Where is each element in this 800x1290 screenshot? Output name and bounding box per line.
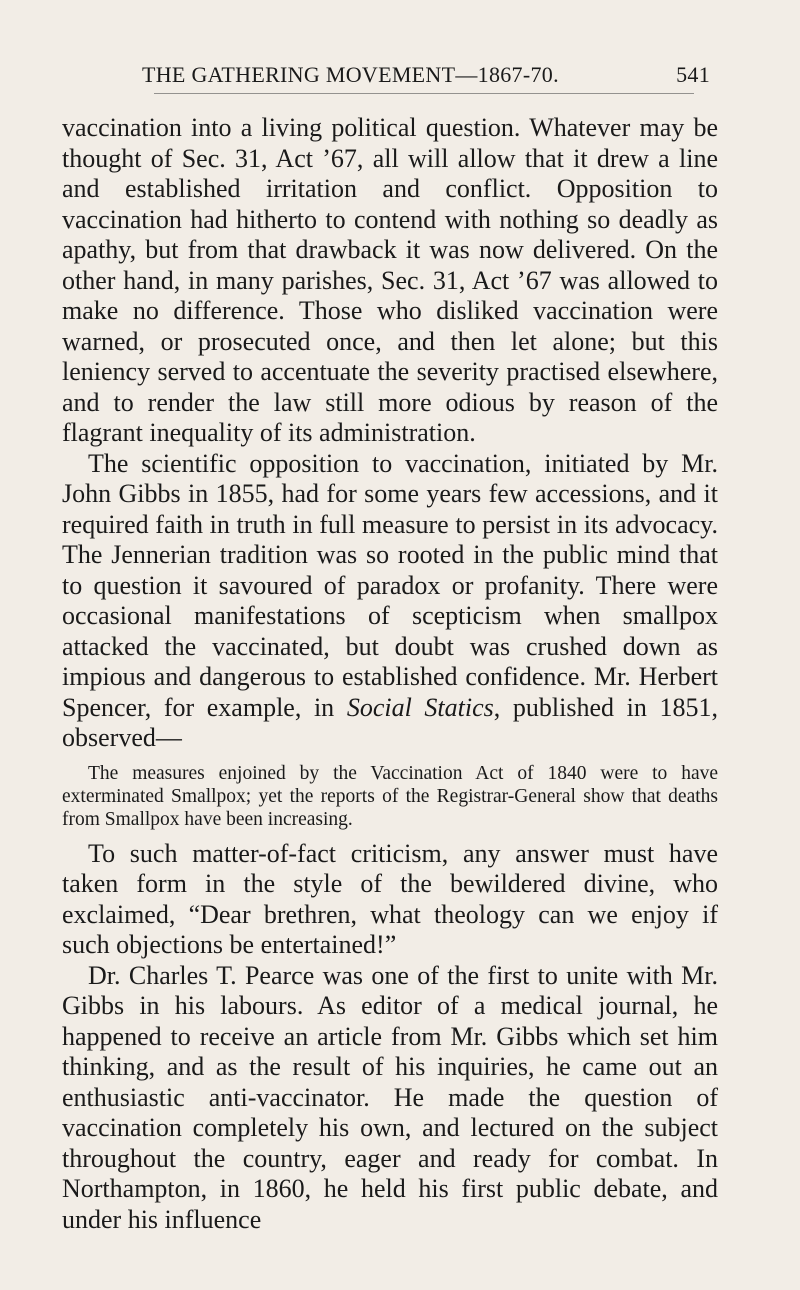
paragraph-4: Dr. Charles T. Pearce was one of the first to unite with Mr. Gibbs in his labours. As editor of a medical journal, he happened to receive an article from Mr. Gibbs which set him thinking, and as the result of his inquiries, he came out an enthusiastic anti-vaccinator. He made the question of vaccination completely his own, and lectured on the subject throughout the country, eager and ready for combat. In Northampton, in 1860, he held his first public debate, and under his influence bbox=[62, 960, 718, 1234]
header-rule bbox=[154, 93, 694, 94]
paragraph-2-before-italic: The scientific opposition to vaccination, initiated by Mr. John Gibbs in 1855, had for some years few accessions, and it required faith in truth in full measure to persist in its advocacy. The Jennerian tradition was so rooted in the public mind that to question it savoured of paradox or profanity. There were occasional manifestations of scepticism when smallpox attacked the vaccinated, but doubt was crushed down as impious and dangerous to established confidence. Mr. Herbert Spencer, for example, in bbox=[62, 448, 718, 722]
running-head-title: THE GATHERING MOVEMENT—1867-70. bbox=[142, 62, 559, 87]
paragraph-2 bbox=[62, 449, 718, 754]
page-number: 541 bbox=[676, 62, 710, 87]
running-head bbox=[142, 62, 710, 88]
book-title-italic: Social Statics bbox=[346, 692, 494, 722]
paragraph-2-after-italic: , published in 1851, observed— bbox=[62, 692, 718, 752]
body-text bbox=[62, 113, 718, 1235]
block-quote: The measures enjoined by the Vaccination Act of 1840 were to have exterminated Smallpox; yet the reports of the Registrar-General show that deaths from Smallpox have been increasing. bbox=[62, 762, 718, 830]
paragraph-3: To such matter-of-fact criticism, any answer must have taken form in the style of the bewildered divine, who exclaimed, “Dear brethren, what theology can we enjoy if such objections be entertained!” bbox=[62, 838, 718, 959]
paragraph-1: vaccination into a living political question. Whatever may be thought of Sec. 31, Act ’67, all will allow that it drew a line and established irritation and conflict. Opposition to vaccination had hitherto to contend with nothing so deadly as apathy, but from that drawback it was now delivered. On the other hand, in many parishes, Sec. 31, Act ’67 was allowed to make no difference. Those who disliked vaccination were warned, or prosecuted once, and then let alone; but this leniency served to accentuate the severity practised elsewhere, and to render the law still more odious by reason of the flagrant inequality of its administration. bbox=[62, 113, 718, 447]
